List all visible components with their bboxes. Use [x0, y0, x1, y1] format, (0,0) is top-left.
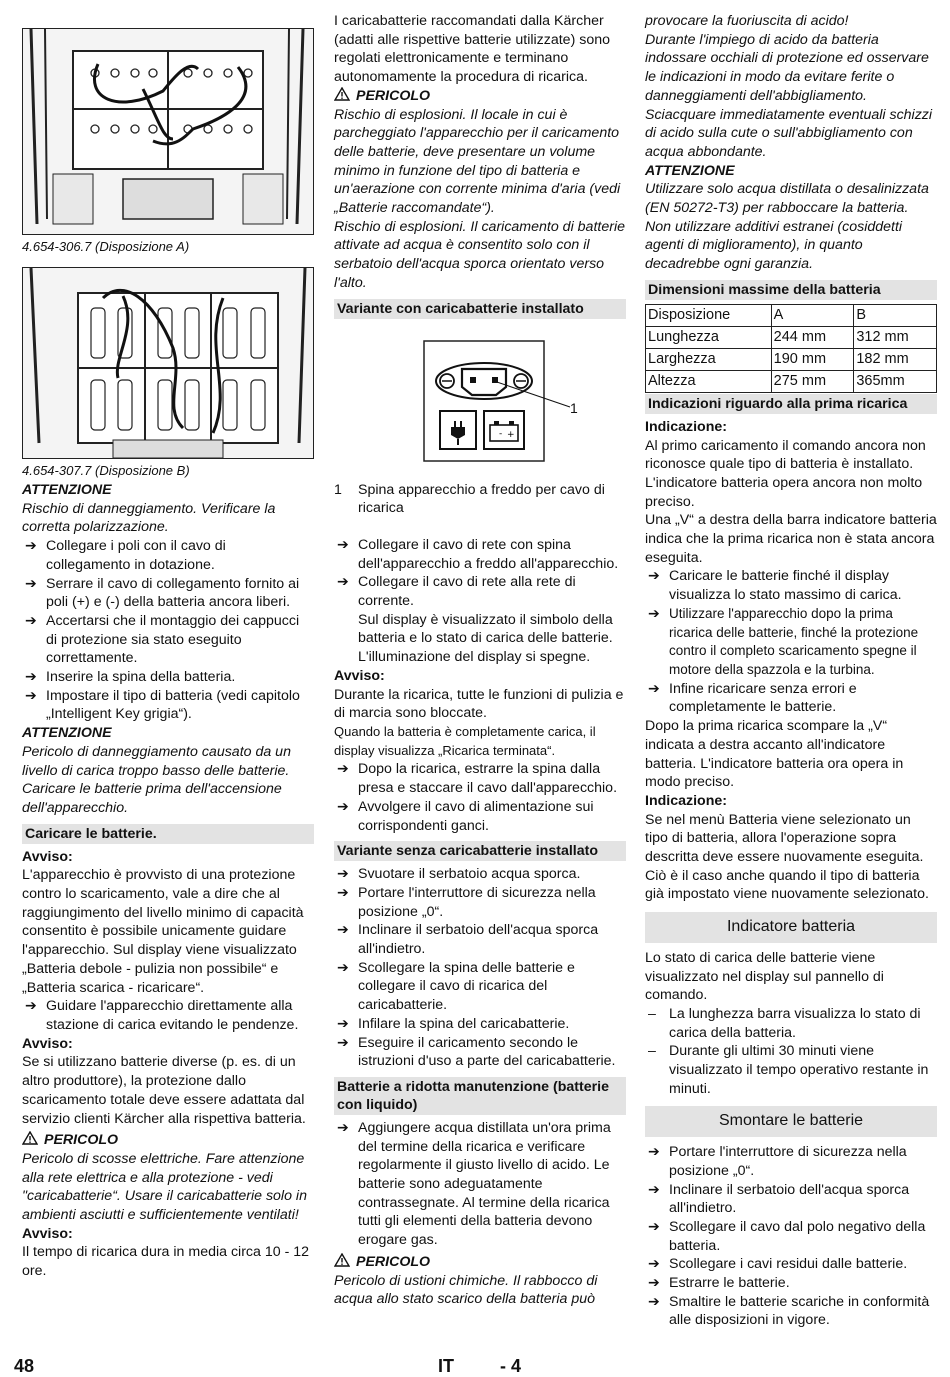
- table-cell: 190 mm: [771, 348, 854, 370]
- legend-text: Spina apparecchio a freddo per cavo di ricarica: [358, 481, 605, 517]
- legend-item: [334, 481, 626, 518]
- table-cell: A: [771, 304, 854, 326]
- table-cell: 182 mm: [854, 348, 937, 370]
- danger-text: Rischio di esplosioni. Il caricamento di batterie attivate ad acqua è consentito solo con il serbatoio dell'acqua sporca orientato verso l'alto.: [334, 218, 625, 291]
- section-bar-battery-indicator: Indicatore batteria: [645, 912, 937, 943]
- list-item: – Durante gli ultimi 30 minuti viene visualizzato il tempo operativo restante in minuti.: [645, 1042, 937, 1098]
- section-heading-dimensions: Dimensioni massime della batteria: [645, 280, 937, 300]
- battery-dimensions-table: [645, 304, 937, 393]
- figure-callout-number: 1: [570, 399, 578, 416]
- section-heading-first-charge: Indicazioni riguardo alla prima ricarica: [645, 394, 937, 414]
- charger-socket-figure: [334, 339, 626, 469]
- section-heading-installed: Variante con caricabatterie installato: [334, 299, 626, 319]
- indication-text: Una „V“ a destra della barra indicatore batteria indica che la prima ricarica non è stata ancora eseguita.: [645, 512, 937, 566]
- figure-a-caption: 4.654-306.7 (Disposizione A): [22, 239, 190, 254]
- step-item: ➔ Impostare il tipo di batteria (vedi capitolo „Intelligent Key grigia“).: [22, 687, 314, 724]
- notice-title: Avviso:: [334, 667, 385, 684]
- notice-title: Avviso:: [22, 848, 73, 865]
- intro-text: I caricabatterie raccomandati dalla Kärcher (adatti alle rispettive batterie utilizzate) sono regolati elettronicamente e terminano autonomamente la procedura di ricarica.: [334, 13, 611, 86]
- step-item: ➔ Scollegare il cavo dal polo negativo della batteria.: [645, 1218, 937, 1255]
- warning-triangle-icon: [22, 1131, 38, 1145]
- table-cell: Lunghezza: [646, 326, 772, 348]
- battery-b-illustration: [23, 268, 313, 458]
- table-row: [646, 326, 937, 348]
- svg-text:-: -: [499, 428, 503, 439]
- page-number: 48: [14, 1356, 35, 1376]
- svg-text:+: +: [507, 429, 515, 440]
- danger-heading: [334, 1253, 626, 1272]
- step-item: ➔ Collegare il cavo di rete con spina dell'apparecchio a freddo all'apparecchio.: [334, 536, 626, 573]
- battery-a-illustration: [23, 29, 313, 234]
- list-item: – La lunghezza barra visualizza lo stato di carica della batteria.: [645, 1005, 937, 1042]
- danger-text: Pericolo di ustioni chimiche. Il rabbocco di acqua allo stato scarico della batteria può: [334, 1272, 598, 1308]
- attention-title: ATTENZIONE: [22, 725, 112, 742]
- after-first-text: Dopo la prima ricarica scompare la „V“ indicata a destra accanto all'indicatore batteria. L'indicatore batteria ora opera in modo preciso.: [645, 718, 904, 791]
- danger-title: PERICOLO: [44, 1132, 119, 1149]
- danger-heading: [334, 87, 626, 106]
- step-item: ➔ Portare l'interruttore di sicurezza nella posizione „0“.: [334, 884, 626, 921]
- table-cell: Larghezza: [646, 348, 772, 370]
- step-item: ➔ Guidare l'apparecchio direttamente alla stazione di carica evitando le pendenze.: [22, 997, 314, 1034]
- step-item: ➔ Infine ricaricare senza errori e completamente le batterie.: [645, 680, 937, 717]
- table-row: [646, 370, 937, 392]
- notice-title: Avviso:: [22, 1035, 73, 1052]
- table-cell: 312 mm: [854, 326, 937, 348]
- notice-title: Avviso:: [22, 1225, 73, 1242]
- attention-text: Pericolo di danneggiamento causato da un livello di carica troppo basso delle batterie. Caricare le batterie prima dell'accensione dell'apparecchio.: [22, 743, 291, 816]
- attention-text: Utilizzare solo acqua distillata o desalinizzata (EN 50272-T3) per rabboccare la batteria.: [645, 181, 929, 217]
- column-right: [645, 12, 937, 1330]
- step-item: ➔ Estrarre le batterie.: [645, 1274, 937, 1293]
- step-item: ➔ Utilizzare l'apparecchio dopo la prima ricarica delle batterie, finché la protezione contro il completo scaricamento spegne il motore della spazzola e la turbina.: [645, 605, 937, 680]
- danger-title: PERICOLO: [356, 1253, 431, 1270]
- step-item: ➔ Collegare il cavo di rete alla rete di corrente.: [334, 573, 626, 610]
- table-cell: B: [854, 304, 937, 326]
- danger-heading: [22, 1131, 314, 1150]
- step-item: ➔ Inclinare il serbatoio dell'acqua sporca all'indietro.: [645, 1181, 937, 1218]
- danger-text: Pericolo di scosse elettriche. Fare attenzione alla rete elettrica e alla protezione - vedi "caricabatterie“. Usare il caricabatterie solo in ambienti asciutti e sufficientemente ventilati!: [22, 1150, 307, 1224]
- section-heading-maintenance: Batterie a ridotta manutenzione (batterie con liquido): [334, 1077, 626, 1115]
- charger-socket-illustration: [334, 339, 624, 469]
- table-cell: Disposizione: [646, 304, 772, 326]
- attention-text: Rischio di danneggiamento. Verificare la corretta polarizzazione.: [22, 500, 276, 536]
- step-item: ➔ Aggiungere acqua distillata un'ora prima del termine della ricarica e verificare regolarmente il giusto livello di acido. Le batterie sono adeguatamente contrassegnate. Al termine della ricarica tutti gli elementi della batteria devono erogare gas.: [334, 1119, 626, 1250]
- column-middle: [334, 12, 626, 1309]
- danger-text: Rischio di esplosioni. Il locale in cui è parcheggiato l'apparecchio per il caricamento delle batterie, deve presentare un volume minimo in funzione del tipo di batteria e un'aerazione con corrente minima d'aria (vedi „Batterie raccomandate“).: [334, 106, 621, 217]
- section-bar-remove-batteries: Smontare le batterie: [645, 1106, 937, 1137]
- step-item: ➔ Inclinare il serbatoio dell'acqua sporca all'indietro.: [334, 921, 626, 958]
- table-cell: 244 mm: [771, 326, 854, 348]
- step-item: ➔ Dopo la ricarica, estrarre la spina dalla presa e staccare il cavo dall'apparecchio.: [334, 760, 626, 797]
- section-heading-charge: Caricare le batterie.: [22, 824, 314, 844]
- table-cell: 275 mm: [771, 370, 854, 392]
- battery-arrangement-b-figure: [22, 267, 314, 459]
- language-code: IT: [438, 1356, 454, 1376]
- step-item: ➔ Smaltire le batterie scariche in conformità alle disposizioni in vigore.: [645, 1293, 937, 1330]
- table-cell: 365mm: [854, 370, 937, 392]
- attention-title: ATTENZIONE: [22, 482, 112, 498]
- continued-text: provocare la fuoriuscita di acido!: [645, 13, 849, 29]
- sub-page-number: - 4: [500, 1356, 522, 1376]
- table-row: [646, 304, 937, 326]
- continued-text: Durante l'impiego di acido da batteria indossare occhiali di protezione ed osservare le indicazioni in modo da evitare ferite o danneggiamenti dell'abbigliamento. Sciacquare immediatamente eventuali schizzi di acido sulla cute o sull'abbigliamento con acqua abbondante.: [645, 31, 933, 160]
- column-left: [22, 12, 314, 1281]
- step-item: ➔ Collegare i poli con il cavo di collegamento in dotazione.: [22, 537, 314, 574]
- step-item: ➔ Accertarsi che il montaggio dei cappucci di protezione sia stato eseguito correttamente.: [22, 612, 314, 668]
- step-item: ➔ Avvolgere il cavo di alimentazione sui corrispondenti ganci.: [334, 798, 626, 835]
- step-item: ➔ Svuotare il serbatoio acqua sporca.: [334, 865, 626, 884]
- legend-number: 1: [334, 481, 342, 498]
- indication-text: Se nel menù Batteria viene selezionato un tipo di batteria, allora l'operazione sopra descritta deve essere nuovamente eseguita. Ciò è il caso anche quando il tipo di batteria già impostato viene nuovamente selezionato.: [645, 811, 929, 903]
- step-item: ➔ Eseguire il caricamento secondo le istruzioni d'uso a parte del caricabatterie.: [334, 1034, 626, 1071]
- attention-title: ATTENZIONE: [645, 162, 735, 179]
- step-item: ➔ Portare l'interruttore di sicurezza nella posizione „0“.: [645, 1143, 937, 1180]
- notice-text: Se si utilizzano batterie diverse (p. es. di un altro produttore), la protezione dallo scaricamento totale deve essere adattata dal servizio clienti Kärcher alla rispettiva batteria.: [22, 1054, 306, 1127]
- step-item: ➔ Serrare il cavo di collegamento fornito ai poli (+) e (-) della batteria ancora liberi.: [22, 575, 314, 612]
- table-cell: Altezza: [646, 370, 772, 392]
- step-item: ➔ Infilare la spina del caricabatterie.: [334, 1015, 626, 1034]
- indication-text: Al primo caricamento il comando ancora non riconosce quale tipo di batteria è installato. L'indicatore batteria opera ancora non molto preciso.: [645, 437, 926, 510]
- notice-text: Il tempo di ricarica dura in media circa 10 - 12 ore.: [22, 1244, 310, 1280]
- table-row: [646, 348, 937, 370]
- step-item: ➔ Caricare le batterie finché il display visualizza lo stato massimo di carica.: [645, 567, 937, 604]
- battery-arrangement-a-figure: [22, 28, 314, 235]
- step-item: ➔ Scollegare i cavi residui dalle batterie.: [645, 1255, 937, 1274]
- indicator-text: Lo stato di carica delle batterie viene visualizzato nel display sul pannello di comando.: [645, 949, 884, 1004]
- indication-title: Indicazione:: [645, 418, 727, 435]
- indication-title: Indicazione:: [645, 792, 727, 809]
- danger-title: PERICOLO: [356, 87, 431, 104]
- notice-text: Durante la ricarica, tutte le funzioni di pulizia e di marcia sono bloccate.: [334, 686, 624, 722]
- warning-triangle-icon: [334, 1253, 350, 1267]
- step-item: ➔ Scollegare la spina delle batterie e collegare il cavo di ricarica del caricabatterie.: [334, 959, 626, 1015]
- step-item: ➔ Inserire la spina della batteria.: [22, 668, 314, 687]
- attention-text: Non utilizzare additivi estranei (cosiddetti agenti di miglioramento), in quanto decadrebbe ogni garanzia.: [645, 218, 903, 273]
- warning-triangle-icon: [334, 87, 350, 101]
- notice-text: L'apparecchio è provvisto di una protezione contro lo scaricamento, vale a dire che al raggiungimento del livello minimo di capacità consentito è possibile unicamente guidare l'apparecchio. Sul display viene visualizzato „Batteria debole - pulizia non possibile“ e „Batteria scarica - ricaricare“.: [22, 867, 304, 996]
- section-heading-without: Variante senza caricabatterie installato: [334, 841, 626, 861]
- complete-text: Quando la batteria è completamente carica, il display visualizza „Ricarica terminata“.: [334, 723, 596, 758]
- figure-b-caption: 4.654-307.7 (Disposizione B): [22, 463, 190, 478]
- display-note: Sul display è visualizzato il simbolo della batteria e lo stato di carica delle batterie. L'illuminazione del display si spegne.: [358, 611, 613, 666]
